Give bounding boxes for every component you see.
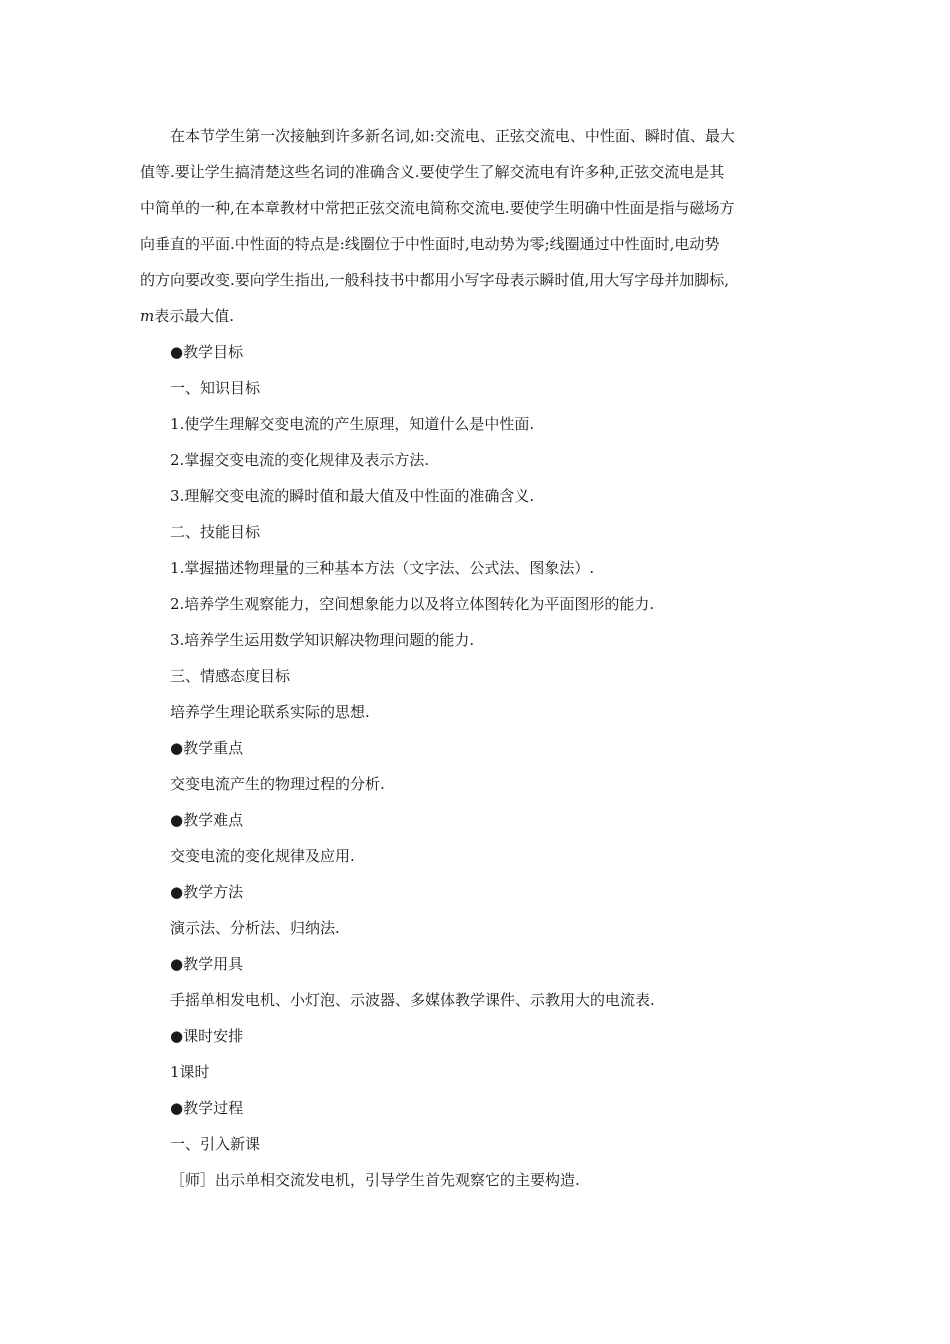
intro-line-3: 中简单的一种,在本章教材中常把正弦交流电简称交流电.要使学生明确中性面是指与磁场方 bbox=[140, 199, 735, 217]
heading-schedule: ●课时安排 bbox=[170, 1027, 244, 1045]
attitude-goal: 培养学生理论联系实际的思想. bbox=[170, 703, 370, 721]
section-list bbox=[170, 334, 830, 1198]
subheading-skill-goals: 二、技能目标 bbox=[170, 523, 261, 541]
intro-line-5: 的方向要改变.要向学生指出,一般科技书中都用小写字母表示瞬时值,用大写字母并加脚标, bbox=[140, 271, 730, 289]
intro-line-1: 在本节学生第一次接触到许多新名词,如:交流电、正弦交流电、中性面、瞬时值、最大 bbox=[170, 127, 735, 145]
heading-difficulty: ●教学难点 bbox=[170, 811, 244, 829]
method-text: 演示法、分析法、归纳法. bbox=[170, 919, 340, 937]
teacher-line: ［师］出示单相交流发电机，引导学生首先观察它的主要构造. bbox=[170, 1171, 580, 1189]
subheading-attitude-goals: 三、情感态度目标 bbox=[170, 667, 291, 685]
knowledge-goal-1: 1.使学生理解交变电流的产生原理，知道什么是中性面. bbox=[170, 415, 535, 433]
intro-paragraph bbox=[140, 118, 830, 334]
knowledge-goal-2: 2.掌握交变电流的变化规律及表示方法. bbox=[170, 451, 430, 469]
tools-text: 手摇单相发电机、小灯泡、示波器、多媒体教学课件、示教用大的电流表. bbox=[170, 991, 655, 1009]
subheading-knowledge-goals: 一、知识目标 bbox=[170, 379, 261, 397]
intro-line-2: 值等.要让学生搞清楚这些名词的准确含义.要使学生了解交流电有许多种,正弦交流电是其 bbox=[140, 163, 725, 181]
document-page bbox=[140, 118, 830, 1198]
intro-line-6 bbox=[140, 298, 830, 334]
skill-goal-3: 3.培养学生运用数学知识解决物理问题的能力. bbox=[170, 631, 475, 649]
subscript-m: m bbox=[140, 307, 155, 325]
key-point-text: 交变电流产生的物理过程的分析. bbox=[170, 775, 385, 793]
intro-line-6-text: 表示最大值. bbox=[154, 307, 235, 325]
heading-key-point: ●教学重点 bbox=[170, 739, 244, 757]
heading-method: ●教学方法 bbox=[170, 883, 244, 901]
heading-teaching-goals: ●教学目标 bbox=[170, 343, 244, 361]
schedule-text: 1课时 bbox=[170, 1063, 210, 1081]
heading-process: ●教学过程 bbox=[170, 1099, 244, 1117]
knowledge-goal-3: 3.理解交变电流的瞬时值和最大值及中性面的准确含义. bbox=[170, 487, 535, 505]
skill-goal-2: 2.培养学生观察能力，空间想象能力以及将立体图转化为平面图形的能力. bbox=[170, 595, 655, 613]
heading-tools: ●教学用具 bbox=[170, 955, 244, 973]
difficulty-text: 交变电流的变化规律及应用. bbox=[170, 847, 355, 865]
subheading-intro-lesson: 一、引入新课 bbox=[170, 1135, 261, 1153]
skill-goal-1: 1.掌握描述物理量的三种基本方法（文字法、公式法、图象法）. bbox=[170, 559, 595, 577]
intro-line-4: 向垂直的平面.中性面的特点是:线圈位于中性面时,电动势为零;线圈通过中性面时,电动势 bbox=[140, 235, 720, 253]
